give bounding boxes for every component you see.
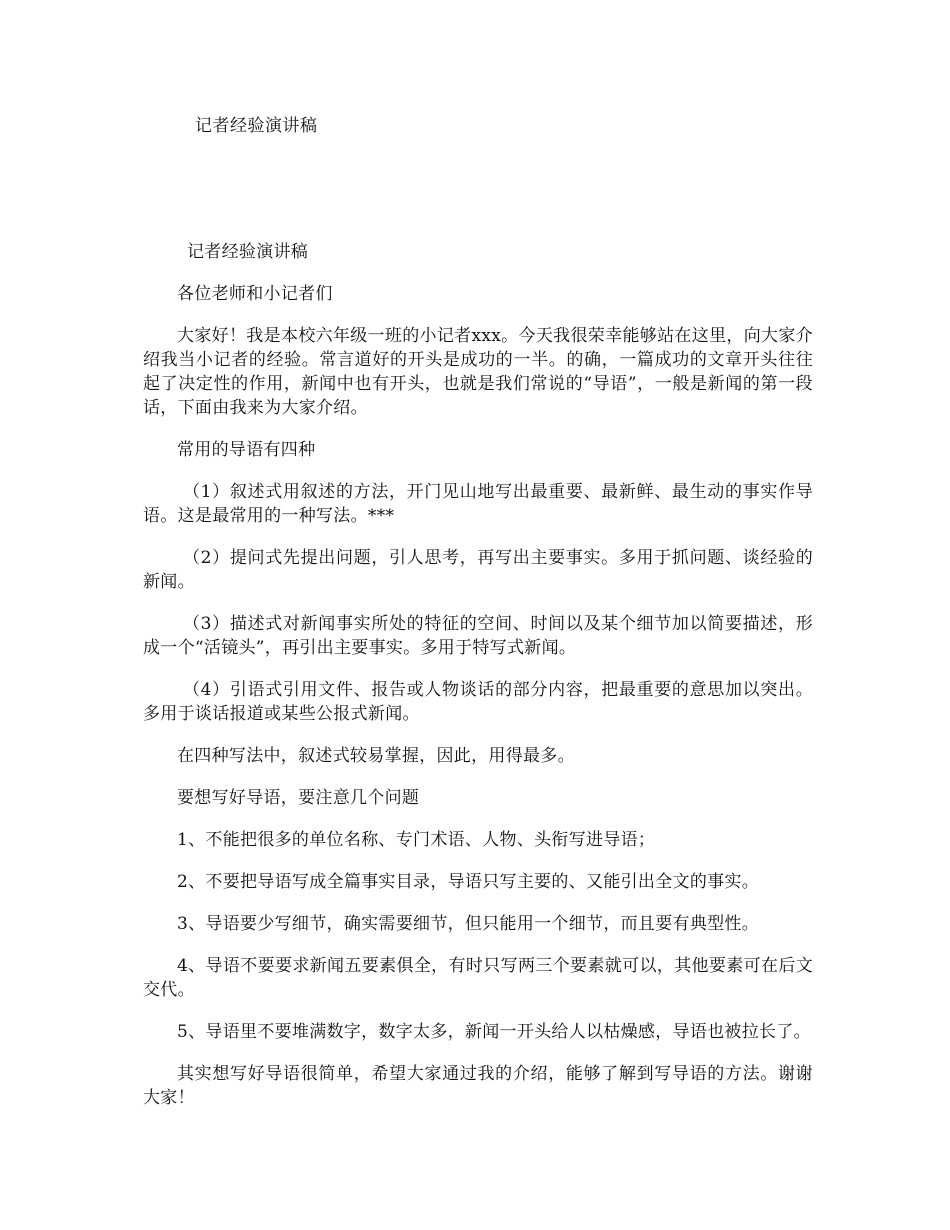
intro-paragraph: 大家好！我是本校六年级一班的小记者xxx。今天我很荣幸能够站在这里，向大家介绍我当小记者的经验。常言道好的开头是成功的一半。的确，一篇成功的文章开头往往起了决定性的作用，新闻中也有开头，也就是我们常说的“导语”，一般是新闻的第一段话，下面由我来为大家介绍。 xyxy=(143,326,813,418)
greeting-paragraph: 各位老师和小记者们 xyxy=(177,284,333,304)
tip-item-3: 3、导语要少写细节，确实需要细节，但只能用一个细节，而且要有典型性。 xyxy=(177,914,760,934)
tip-item-1: 1、不能把很多的单位名称、专门术语、人物、头衔写进导语； xyxy=(177,830,656,850)
tip-item-2: 2、不要把导语写成全篇事实目录，导语只写主要的、又能引出全文的事实。 xyxy=(177,872,760,892)
page-title: 记者经验演讲稿 xyxy=(195,116,318,136)
summary-paragraph: 在四种写法中，叙述式较易掌握，因此，用得最多。 xyxy=(177,746,575,766)
type-item-3: （3）描述式对新闻事实所处的特征的空间、时间以及某个细节加以简要描述，形成一个“活镜头”，再引出主要事实。多用于特写式新闻。 xyxy=(143,614,813,658)
document-body xyxy=(143,240,813,1128)
tips-heading: 要想写好导语，要注意几个问题 xyxy=(177,788,420,808)
body-title: 记者经验演讲稿 xyxy=(187,242,309,262)
closing-paragraph: 其实想写好导语很简单，希望大家通过我的介绍，能够了解到写导语的方法。谢谢大家！ xyxy=(143,1064,813,1108)
type-item-2: （2）提问式先提出问题，引人思考，再写出主要事实。多用于抓问题、谈经验的新闻。 xyxy=(143,548,813,592)
tip-item-4: 4、导语不要要求新闻五要素俱全，有时只写两三个要素就可以，其他要素可在后文交代。 xyxy=(143,956,813,1000)
types-heading: 常用的导语有四种 xyxy=(177,440,316,460)
type-item-1: （1）叙述式用叙述的方法，开门见山地写出最重要、最新鲜、最生动的事实作导语。这是最常用的一种写法。*** xyxy=(143,482,813,526)
tip-item-5: 5、导语里不要堆满数字，数字太多，新闻一开头给人以枯燥感，导语也被拉长了。 xyxy=(177,1022,811,1042)
type-item-4: （4）引语式引用文件、报告或人物谈话的部分内容，把最重要的意思加以突出。多用于谈话报道或某些公报式新闻。 xyxy=(143,680,813,724)
